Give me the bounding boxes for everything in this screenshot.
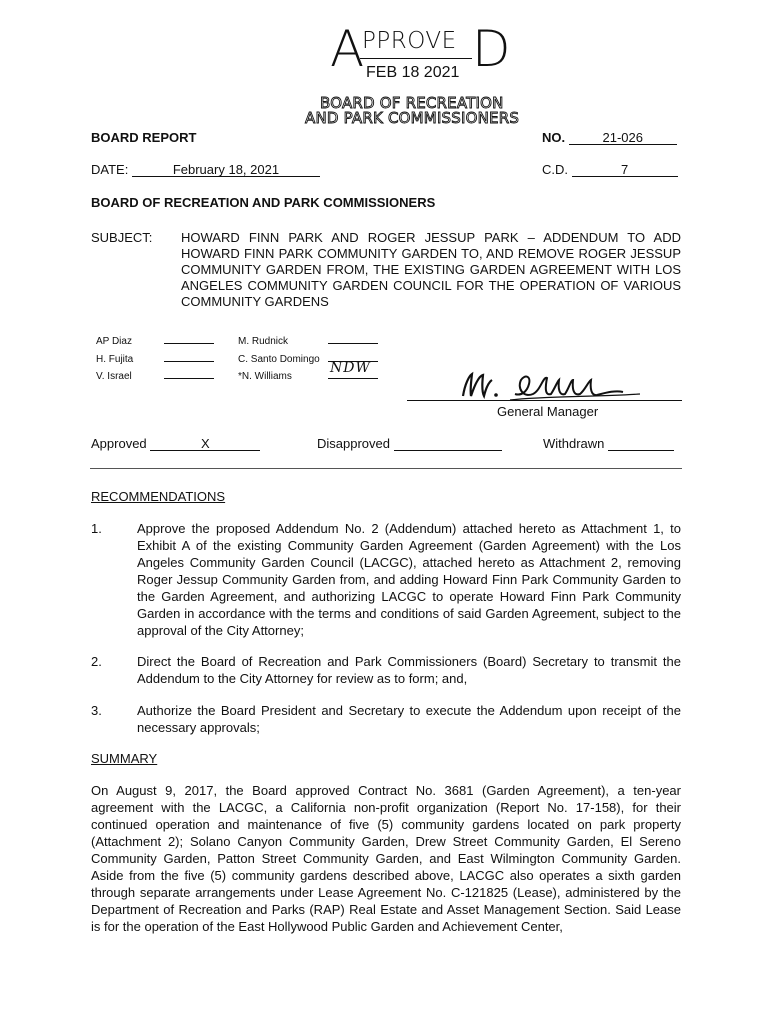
stamp-letter-d: D xyxy=(472,20,511,78)
board-title: BOARD OF RECREATION AND PARK COMMISSIONERS xyxy=(91,195,436,210)
withdrawn-label: Withdrawn xyxy=(543,436,605,451)
recommendation-text: Authorize the Board President and Secretary to execute the Addendum upon receipt of the necessary approvals; xyxy=(137,703,681,735)
summary-heading: SUMMARY xyxy=(91,751,158,766)
commissioners-right xyxy=(238,333,378,386)
stamp-rule xyxy=(360,58,472,59)
recommendation-item xyxy=(91,702,681,736)
approved-mark: X xyxy=(150,437,260,451)
recommendation-text: Approve the proposed Addendum No. 2 (Addendum) attached hereto as Attachment 1, to Exhibit A of the existing Community Garden Agreement (Garden Agreement) with the Los Angeles Community Garden Council (LACGC), attached hereto as Attachment 2, removing Roger Jessup Community Garden from, and adding Howard Finn Park Community Garden to the Garden Agreement, and authorizing LACGC to operate Howard Finn Park Community Garden in accordance with the terms and conditions of said Garden Agreement, subject to the approval of the City Attorney; xyxy=(137,521,681,638)
approved-stamp xyxy=(300,20,530,127)
approved-field xyxy=(91,436,260,451)
commissioner-williams: *N. Williams NDW xyxy=(238,368,378,386)
recommendation-number: 3. xyxy=(91,703,102,718)
subject-label: SUBJECT: xyxy=(91,230,153,245)
summary-text: On August 9, 2017, the Board approved Contract No. 3681 (Garden Agreement), a ten-year agreement with the LACGC, a California non-profit organization (Report No. 17-158), for their continued operation and maintenance of five (5) community gardens located on park property (Attachment 2); Solano Canyon Community Garden, Drew Street Community Garden, El Sereno Community Garden, Patton Street Community Garden, and East Wilmington Community Garden. Aside from the five (5) community gardens described above, LACGC also operates a sixth garden through separate arrangements under Lease Agreement No. C-121825 (Lease), administered by the Department of Recreation and Parks (RAP) Real Estate and Asset Management Section. Said Lease is for the operation of the East Hollywood Public Garden and Achievement Center, xyxy=(91,783,681,934)
withdrawn-blank xyxy=(608,437,674,451)
commissioner-israel: V. Israel xyxy=(96,368,214,386)
disapproved-label: Disapproved xyxy=(317,436,390,451)
cd-value: 7 xyxy=(572,163,678,177)
date-label: DATE: xyxy=(91,162,129,177)
date-value: February 18, 2021 xyxy=(132,163,320,177)
recommendation-number: 2. xyxy=(91,654,102,669)
board-report-label: BOARD REPORT xyxy=(91,130,197,145)
stamp-line-1: BOARD OF RECREATION xyxy=(320,94,504,112)
section-divider xyxy=(90,468,682,469)
subject-text: HOWARD FINN PARK AND ROGER JESSUP PARK – ADDENDUM TO ADD HOWARD FINN PARK COMMUNITY GARDEN TO, AND REMOVE ROGER JESSUP COMMUNITY GARDEN FROM, THE EXISTING GARDEN AGREEMENT WITH LOS ANGELES COMMUNITY GARDEN COUNCIL FOR THE OPERATION OF VARIOUS COMMUNITY GARDENS xyxy=(181,230,681,309)
disapproved-blank xyxy=(394,437,502,451)
report-number-value: 21-026 xyxy=(569,131,677,145)
report-date xyxy=(91,162,320,177)
stamp-date: FEB 18 2021 xyxy=(366,64,460,81)
recommendations-heading: RECOMMENDATIONS xyxy=(91,489,226,504)
disapproved-field xyxy=(317,436,502,451)
stamp-line-2: AND PARK COMMISSIONERS xyxy=(305,109,520,127)
commissioner-santo-domingo: C. Santo Domingo xyxy=(238,351,378,369)
commissioner-diaz: AP Diaz xyxy=(96,333,214,351)
recommendation-item xyxy=(91,520,681,639)
commissioner-rudnick: M. Rudnick xyxy=(238,333,378,351)
council-district xyxy=(542,162,678,177)
commissioner-fujita: H. Fujita xyxy=(96,351,214,369)
report-number xyxy=(542,130,677,145)
general-manager-title: General Manager xyxy=(497,404,599,419)
williams-initials: NDW xyxy=(330,360,371,376)
recommendation-item xyxy=(91,653,681,687)
commissioners-left xyxy=(96,333,214,386)
recommendation-text: Direct the Board of Recreation and Park Commissioners (Board) Secretary to transmit the Addendum to the City Attorney for review as to form; and, xyxy=(137,654,681,686)
report-number-label: NO. xyxy=(542,130,566,145)
approved-label: Approved xyxy=(91,436,147,451)
cd-label: C.D. xyxy=(542,162,568,177)
recommendation-number: 1. xyxy=(91,521,102,536)
withdrawn-field xyxy=(543,436,674,451)
stamp-letters-pprove: PPROVE xyxy=(362,28,457,54)
signature-line xyxy=(407,400,682,401)
stamp-letter-a: A xyxy=(330,20,365,78)
